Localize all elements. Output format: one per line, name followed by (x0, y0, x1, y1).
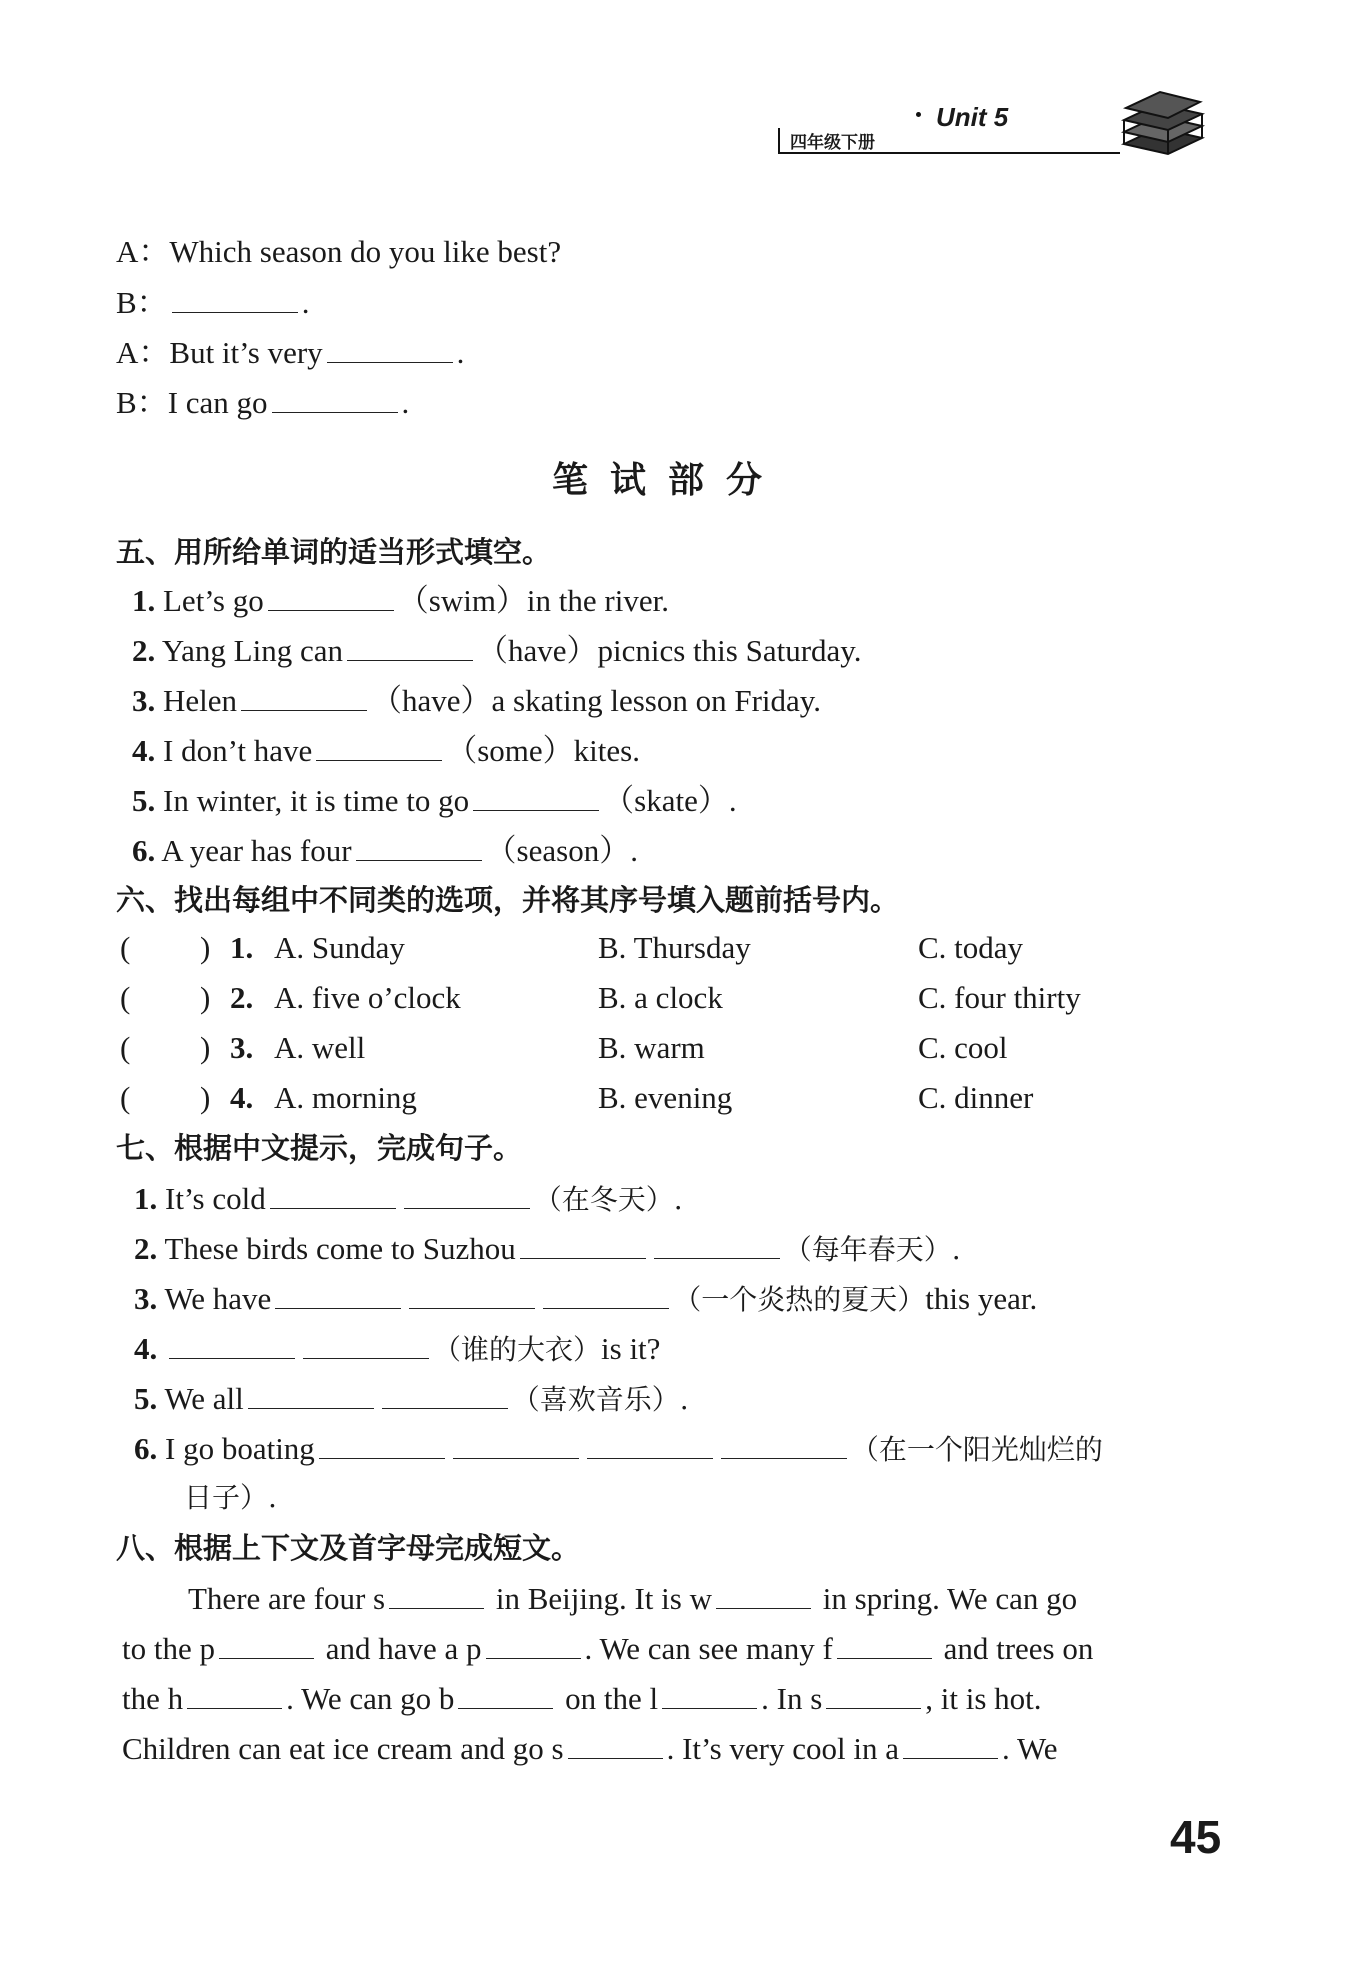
answer-blank[interactable] (389, 1578, 484, 1609)
part5-item-1: 1. Let’s go （swim）in the river. (132, 580, 669, 621)
answer-blank[interactable] (587, 1428, 713, 1459)
answer-blank[interactable] (903, 1728, 998, 1759)
answer-blank[interactable] (270, 1178, 396, 1209)
answer-blank[interactable] (303, 1328, 429, 1359)
option-c: C. today (918, 930, 1024, 965)
answer-paren-open[interactable]: ( (120, 930, 131, 965)
answer-blank[interactable] (382, 1378, 508, 1409)
passage-line-1: There are four s in Beijing. It is w in spring. We can go (188, 1578, 1077, 1619)
part5-title: 五、用所给单词的适当形式填空。 (116, 535, 552, 569)
answer-blank[interactable] (169, 1328, 295, 1359)
part6-title: 六、找出每组中不同类的选项，并将其序号填入题前括号内。 (116, 883, 900, 917)
part8-title: 八、根据上下文及首字母完成短文。 (116, 1531, 581, 1565)
answer-paren-open[interactable]: ( (120, 1030, 131, 1065)
part5-item-4: 4. I don’t have （some）kites. (132, 730, 640, 771)
option-c: C. four thirty (918, 980, 1081, 1015)
answer-blank[interactable] (268, 580, 394, 611)
answer-paren-open[interactable]: ( (120, 1080, 131, 1115)
answer-paren-open[interactable]: ( (120, 980, 131, 1015)
part7-item-1: 1. It’s cold （在冬天）. (134, 1178, 683, 1220)
answer-blank[interactable] (219, 1628, 314, 1659)
answer-blank[interactable] (721, 1428, 847, 1459)
answer-blank[interactable] (316, 730, 442, 761)
answer-blank[interactable] (404, 1178, 530, 1209)
answer-blank[interactable] (187, 1678, 282, 1709)
part7-item-5: 5. We all （喜欢音乐）. (134, 1378, 689, 1420)
question-number: 3. (230, 1030, 254, 1065)
passage-line-3: the h . We can go b on the l . In s , it is hot. (122, 1678, 1042, 1719)
answer-blank[interactable] (272, 382, 398, 413)
answer-blank[interactable] (327, 332, 453, 363)
answer-blank[interactable] (347, 630, 473, 661)
answer-paren-close[interactable]: ) (200, 930, 211, 965)
answer-paren-close[interactable]: ) (200, 1030, 211, 1065)
answer-blank[interactable] (520, 1228, 646, 1259)
header-rule (778, 128, 786, 154)
option-b: B. Thursday (598, 930, 751, 965)
answer-paren-close[interactable]: ) (200, 1080, 211, 1115)
header-dot (916, 112, 921, 117)
answer-blank[interactable] (458, 1678, 553, 1709)
answer-blank[interactable] (248, 1378, 374, 1409)
passage-line-4: Children can eat ice cream and go s . It’s very cool in a . We (122, 1728, 1058, 1769)
page-number: 45 (1170, 1811, 1222, 1863)
section-title: 笔试部分 (552, 460, 785, 501)
question-number: 4. (230, 1080, 254, 1115)
dialogue-line-3: A：But it’s very . (116, 332, 464, 373)
answer-blank[interactable] (473, 780, 599, 811)
answer-blank[interactable] (543, 1278, 669, 1309)
part7-item-6-cont: 日子）. (184, 1481, 277, 1514)
grade-label: 四年级下册 (790, 133, 875, 153)
part7-item-2: 2. These birds come to Suzhou （每年春天）. (134, 1228, 961, 1270)
option-c: C. dinner (918, 1080, 1034, 1115)
option-b: B. warm (598, 1030, 705, 1065)
answer-blank[interactable] (826, 1678, 921, 1709)
part7-item-3: 3. We have （一个炎热的夏天）this year. (134, 1278, 1037, 1320)
unit-label: Unit 5 (936, 102, 1009, 132)
option-a: A. Sunday (274, 930, 405, 965)
answer-blank[interactable] (275, 1278, 401, 1309)
part7-title: 七、根据中文提示，完成句子。 (116, 1131, 523, 1165)
part5-item-5: 5. In winter, it is time to go （skate）. (132, 780, 737, 821)
option-c: C. cool (918, 1030, 1008, 1065)
part5-item-6: 6. A year has four （season）. (132, 830, 638, 871)
answer-blank[interactable] (409, 1278, 535, 1309)
answer-blank[interactable] (568, 1728, 663, 1759)
part7-item-6: 6. I go boating （在一个阳光灿烂的 (134, 1428, 1103, 1470)
dialogue-line-1: A：Which season do you like best? (116, 234, 562, 269)
answer-blank[interactable] (662, 1678, 757, 1709)
part5-item-3: 3. Helen （have）a skating lesson on Friday. (132, 680, 821, 721)
header-underline (778, 152, 1120, 154)
answer-blank[interactable] (716, 1578, 811, 1609)
answer-blank[interactable] (172, 282, 298, 313)
answer-blank[interactable] (319, 1428, 445, 1459)
option-b: B. a clock (598, 980, 723, 1015)
answer-blank[interactable] (486, 1628, 581, 1659)
answer-paren-close[interactable]: ) (200, 980, 211, 1015)
question-number: 1. (230, 930, 254, 965)
books-icon (1116, 86, 1206, 158)
answer-blank[interactable] (356, 830, 482, 861)
dialogue-line-2: B： . (116, 282, 309, 323)
answer-blank[interactable] (654, 1228, 780, 1259)
option-a: A. morning (274, 1080, 417, 1115)
answer-blank[interactable] (241, 680, 367, 711)
part7-item-4: 4. （谁的大衣）is it? (134, 1328, 660, 1370)
part5-item-2: 2. Yang Ling can （have）picnics this Saturday. (132, 630, 862, 671)
passage-line-2: to the p and have a p . We can see many f and trees on (122, 1628, 1093, 1669)
question-number: 2. (230, 980, 254, 1015)
option-a: A. well (274, 1030, 366, 1065)
option-a: A. five o’clock (274, 980, 461, 1015)
answer-blank[interactable] (453, 1428, 579, 1459)
option-b: B. evening (598, 1080, 733, 1115)
answer-blank[interactable] (837, 1628, 932, 1659)
dialogue-line-4: B：I can go . (116, 382, 409, 423)
